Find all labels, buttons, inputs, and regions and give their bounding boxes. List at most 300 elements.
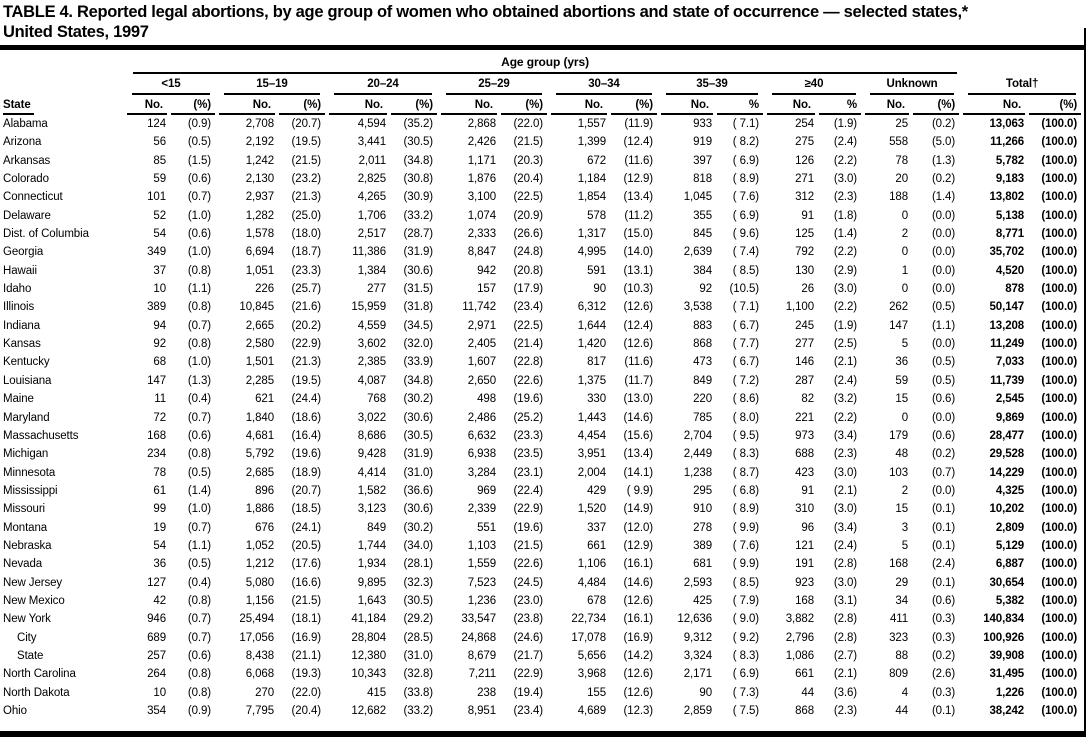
count-cell: 36 — [895, 356, 908, 369]
percent-cell: ( 8.3) — [732, 649, 759, 662]
count-cell: 849 — [693, 374, 712, 387]
count-cell: 2,868 — [467, 118, 496, 130]
count-cell: 676 — [255, 521, 274, 534]
count-cell: 1,052 — [245, 539, 274, 552]
count-cell: 11,739 — [990, 374, 1025, 387]
count-cell: 384 — [693, 264, 712, 277]
count-cell: 3,882 — [785, 613, 814, 626]
count-cell: 8,686 — [357, 429, 386, 442]
count-cell: 2,593 — [683, 576, 712, 589]
count-cell: 661 — [587, 539, 606, 552]
percent-cell: (2.3) — [833, 191, 857, 204]
percent-cell: (31.0) — [403, 466, 433, 479]
percent-cell: (1.3) — [931, 154, 956, 167]
percent-cell: (100.0) — [1041, 356, 1078, 369]
count-cell: 817 — [587, 356, 606, 369]
table-row — [3, 610, 1083, 628]
percent-cell: (12.6) — [623, 668, 653, 681]
count-cell: 2,859 — [683, 705, 712, 717]
count-cell: 411 — [889, 613, 908, 626]
count-cell: 254 — [795, 118, 814, 130]
percent-cell: (16.1) — [623, 558, 653, 571]
state-name: New York — [3, 613, 51, 626]
percent-cell: (1.1) — [931, 319, 956, 332]
state-name: Hawaii — [3, 264, 37, 277]
count-cell: 4,559 — [357, 319, 386, 332]
count-cell: 4,594 — [357, 118, 386, 130]
percent-cell: (12.6) — [623, 338, 653, 351]
count-cell: 295 — [693, 484, 712, 497]
count-cell: 91 — [801, 209, 814, 222]
count-cell: 3,022 — [357, 411, 386, 424]
count-cell: 68 — [153, 356, 166, 369]
percent-cell: (13.0) — [623, 393, 653, 406]
col-header-pct: % — [715, 95, 765, 115]
percent-cell: (13.4) — [623, 191, 653, 204]
percent-cell: (14.6) — [623, 411, 653, 424]
count-cell: 270 — [255, 686, 274, 699]
count-cell: 1,086 — [785, 649, 814, 662]
count-cell: 4,995 — [577, 246, 606, 259]
count-cell: 2,809 — [995, 521, 1025, 534]
percent-cell: (1.4) — [931, 191, 956, 204]
count-cell: 1,317 — [577, 228, 606, 241]
table-row — [3, 537, 1083, 555]
percent-cell: (2.4) — [931, 558, 956, 571]
table-row — [3, 647, 1083, 665]
count-cell: 29,528 — [989, 448, 1025, 461]
percent-cell: (23.4) — [513, 705, 543, 717]
count-cell: 498 — [477, 393, 496, 406]
percent-cell: ( 8.5) — [732, 264, 759, 277]
state-name: Connecticut — [3, 191, 63, 204]
count-cell: 323 — [889, 631, 908, 644]
count-cell: 688 — [795, 448, 814, 461]
count-cell: 910 — [693, 503, 712, 516]
percent-cell: (2.4) — [833, 374, 857, 387]
percent-cell: (0.2) — [931, 173, 956, 186]
count-cell: 13,208 — [989, 319, 1025, 332]
state-name: Ohio — [3, 705, 27, 717]
percent-cell: (100.0) — [1041, 594, 1078, 607]
table-row — [3, 445, 1083, 463]
table-row — [3, 519, 1083, 537]
state-name: New Jersey — [3, 576, 63, 589]
percent-cell: (2.2) — [833, 301, 857, 314]
count-cell: 17,056 — [239, 631, 274, 644]
col-header-no: No. — [439, 95, 499, 115]
count-cell: 126 — [795, 154, 814, 167]
count-cell: 7,523 — [467, 576, 496, 589]
count-cell: 8,679 — [467, 649, 496, 662]
percent-cell: (31.0) — [403, 649, 433, 662]
state-name: Montana — [3, 521, 48, 534]
count-cell: 2,333 — [467, 228, 496, 241]
count-cell: 10 — [153, 686, 166, 699]
count-cell: 1,282 — [245, 209, 274, 222]
percent-cell: (0.7) — [187, 631, 211, 644]
count-cell: 845 — [693, 228, 712, 241]
percent-cell: (33.2) — [403, 705, 433, 717]
percent-cell: (0.6) — [187, 429, 211, 442]
count-cell: 2,937 — [245, 191, 274, 204]
count-cell: 933 — [693, 118, 712, 130]
percent-cell: ( 7.1) — [732, 118, 759, 130]
percent-cell: (23.4) — [513, 301, 543, 314]
percent-cell: (22.5) — [513, 191, 543, 204]
table-row — [3, 262, 1083, 280]
percent-cell: (100.0) — [1041, 521, 1078, 534]
state-name: Minnesota — [3, 466, 56, 479]
count-cell: 37 — [153, 264, 166, 277]
count-cell: 262 — [889, 301, 908, 314]
count-cell: 2,130 — [245, 173, 274, 186]
count-cell: 94 — [153, 319, 166, 332]
count-cell: 1,051 — [245, 264, 274, 277]
percent-cell: (100.0) — [1041, 686, 1078, 699]
percent-cell: (100.0) — [1041, 539, 1078, 552]
spacer-cell — [3, 74, 125, 95]
col-header-pct: (%) — [609, 95, 659, 115]
count-cell: 2,517 — [357, 228, 386, 241]
percent-cell: (1.9) — [833, 118, 857, 130]
spacer-cell — [3, 53, 125, 74]
percent-cell: (21.5) — [291, 154, 321, 167]
percent-cell: (12.6) — [623, 686, 653, 699]
percent-cell: (24.4) — [291, 393, 321, 406]
table-row — [3, 298, 1083, 316]
state-name: Mississippi — [3, 484, 58, 497]
percent-cell: (19.6) — [513, 521, 543, 534]
percent-cell: ( 6.7) — [732, 356, 759, 369]
percent-cell: (10.5) — [729, 283, 759, 296]
percent-cell: (25.7) — [291, 283, 321, 296]
col-header-pct: (%) — [1027, 95, 1083, 115]
percent-cell: (0.0) — [931, 246, 956, 259]
count-cell: 1,934 — [357, 558, 386, 571]
count-cell: 2,685 — [245, 466, 274, 479]
count-cell: 1,643 — [357, 594, 386, 607]
percent-cell: (18.9) — [291, 466, 321, 479]
percent-cell: (0.1) — [931, 503, 956, 516]
count-cell: 1,607 — [467, 356, 496, 369]
percent-cell: (100.0) — [1041, 631, 1078, 644]
count-cell: 168 — [889, 558, 908, 571]
count-cell: 2,192 — [245, 136, 274, 149]
percent-cell: (0.5) — [931, 301, 956, 314]
count-cell: 157 — [477, 283, 496, 296]
state-name: Arkansas — [3, 154, 51, 167]
count-cell: 13,802 — [989, 191, 1025, 204]
percent-cell: (20.2) — [291, 319, 321, 332]
count-cell: 103 — [889, 466, 908, 479]
percent-cell: (30.8) — [403, 173, 433, 186]
count-cell: 26 — [801, 283, 814, 296]
group-header-total: Total† — [961, 74, 1083, 95]
count-cell: 349 — [147, 246, 166, 259]
count-cell: 4,325 — [995, 484, 1025, 497]
percent-cell: (19.3) — [291, 668, 321, 681]
count-cell: 1,501 — [245, 356, 274, 369]
percent-cell: (33.9) — [403, 356, 433, 369]
count-cell: 90 — [699, 686, 712, 699]
count-cell: 2,171 — [683, 668, 712, 681]
percent-cell: (13.4) — [623, 448, 653, 461]
count-cell: 1,156 — [245, 594, 274, 607]
percent-cell: (100.0) — [1041, 558, 1078, 571]
count-cell: 221 — [795, 411, 814, 424]
percent-cell: (2.1) — [833, 484, 857, 497]
count-cell: 883 — [693, 319, 712, 332]
count-cell: 54 — [153, 539, 166, 552]
count-cell: 0 — [901, 283, 908, 296]
count-cell: 1,876 — [467, 173, 496, 186]
percent-cell: (19.6) — [513, 393, 543, 406]
count-cell: 389 — [693, 539, 712, 552]
table-row — [3, 207, 1083, 225]
count-cell: 1,582 — [357, 484, 386, 497]
col-header-no: No. — [659, 95, 715, 115]
percent-cell: (25.2) — [513, 411, 543, 424]
state-column-header: State — [3, 95, 125, 115]
percent-cell: (3.0) — [833, 283, 857, 296]
table-row — [3, 482, 1083, 500]
table-row — [3, 665, 1083, 683]
count-cell: 9,869 — [995, 411, 1025, 424]
count-cell: 20 — [895, 173, 908, 186]
count-cell: 6,938 — [467, 448, 496, 461]
count-cell: 1,103 — [467, 539, 496, 552]
percent-cell: (0.9) — [187, 118, 211, 130]
count-cell: 4,681 — [245, 429, 274, 442]
count-cell: 56 — [153, 136, 166, 149]
count-cell: 1,236 — [467, 594, 496, 607]
percent-cell: (29.2) — [403, 613, 433, 626]
percent-cell: (100.0) — [1041, 503, 1078, 516]
percent-cell: (2.2) — [833, 246, 857, 259]
count-cell: 969 — [477, 484, 496, 497]
count-cell: 168 — [147, 429, 166, 442]
percent-cell: (20.4) — [513, 173, 543, 186]
percent-cell: (0.6) — [931, 393, 956, 406]
count-cell: 942 — [477, 264, 496, 277]
count-cell: 1,399 — [577, 136, 606, 149]
table-header — [3, 53, 1083, 115]
count-cell: 33,547 — [461, 613, 496, 626]
percent-cell: (12.9) — [623, 173, 653, 186]
percent-cell: (100.0) — [1041, 246, 1078, 259]
count-cell: 5,080 — [245, 576, 274, 589]
count-cell: 220 — [693, 393, 712, 406]
count-cell: 1,443 — [577, 411, 606, 424]
percent-cell: (32.0) — [403, 338, 433, 351]
percent-cell: (23.5) — [513, 448, 543, 461]
percent-cell: (14.1) — [623, 466, 653, 479]
spacer-cell — [961, 53, 1083, 74]
count-cell: 24,868 — [461, 631, 496, 644]
count-cell: 8,847 — [467, 246, 496, 259]
percent-cell: (22.9) — [291, 338, 321, 351]
count-cell: 809 — [889, 668, 908, 681]
percent-cell: ( 8.9) — [732, 173, 759, 186]
percent-cell: (2.1) — [833, 356, 857, 369]
count-cell: 389 — [147, 301, 166, 314]
count-cell: 1,840 — [245, 411, 274, 424]
count-cell: 973 — [795, 429, 814, 442]
count-cell: 4,689 — [577, 705, 606, 717]
percent-cell: (24.1) — [291, 521, 321, 534]
count-cell: 15 — [895, 503, 908, 516]
percent-cell: (0.5) — [187, 558, 211, 571]
percent-cell: (23.3) — [291, 264, 321, 277]
percent-cell: (11.9) — [624, 118, 653, 130]
percent-cell: (21.5) — [513, 539, 543, 552]
group-header: Unknown — [863, 74, 961, 95]
count-cell: 689 — [147, 631, 166, 644]
count-cell: 354 — [147, 705, 166, 717]
count-cell: 551 — [477, 521, 496, 534]
count-cell: 10 — [153, 283, 166, 296]
percent-cell: (20.7) — [291, 118, 321, 130]
count-cell: 2,486 — [467, 411, 496, 424]
count-cell: 5,129 — [995, 539, 1025, 552]
percent-cell: (28.7) — [403, 228, 433, 241]
percent-cell: (22.6) — [513, 558, 543, 571]
percent-cell: (34.0) — [403, 539, 433, 552]
count-cell: 82 — [801, 393, 814, 406]
percent-cell: (100.0) — [1041, 649, 1078, 662]
percent-cell: (2.5) — [833, 338, 857, 351]
percent-cell: ( 7.6) — [732, 539, 759, 552]
count-cell: 2,545 — [995, 393, 1025, 406]
percent-cell: (21.4) — [513, 338, 543, 351]
count-cell: 5,792 — [245, 448, 274, 461]
count-cell: 8,771 — [995, 228, 1025, 241]
count-cell: 11,266 — [990, 136, 1025, 149]
percent-cell: (23.0) — [513, 594, 543, 607]
count-cell: 1,886 — [245, 503, 274, 516]
percent-cell: (30.2) — [403, 393, 433, 406]
state-name: Massachusetts — [3, 429, 79, 442]
percent-cell: (12.6) — [623, 594, 653, 607]
count-cell: 28,477 — [989, 429, 1025, 442]
count-cell: 1,744 — [357, 539, 386, 552]
count-cell: 6,887 — [995, 558, 1025, 571]
group-header: 15–19 — [217, 74, 327, 95]
percent-cell: (0.0) — [931, 283, 956, 296]
percent-cell: (22.4) — [513, 484, 543, 497]
count-cell: 44 — [895, 705, 908, 717]
percent-cell: ( 8.2) — [732, 136, 759, 149]
percent-cell: (0.0) — [931, 264, 956, 277]
count-cell: 2,004 — [577, 466, 606, 479]
state-name: North Carolina — [3, 668, 76, 681]
count-cell: 17,078 — [571, 631, 606, 644]
col-header-no: No. — [327, 95, 389, 115]
table-row — [3, 409, 1083, 427]
percent-cell: (21.5) — [513, 136, 543, 149]
table-row — [3, 427, 1083, 445]
percent-cell: (0.0) — [931, 228, 956, 241]
state-name: Missouri — [3, 503, 46, 516]
count-cell: 4,414 — [357, 466, 386, 479]
percent-cell: (3.0) — [833, 503, 857, 516]
percent-cell: (12.3) — [623, 705, 653, 717]
percent-cell: (18.1) — [291, 613, 321, 626]
count-cell: 1,171 — [467, 154, 496, 167]
count-cell: 90 — [593, 283, 606, 296]
count-cell: 1,212 — [245, 558, 274, 571]
count-cell: 85 — [153, 154, 166, 167]
percent-cell: (100.0) — [1041, 448, 1078, 461]
percent-cell: (32.3) — [403, 576, 433, 589]
percent-cell: (100.0) — [1041, 283, 1078, 296]
percent-cell: (0.1) — [931, 539, 956, 552]
count-cell: 558 — [889, 136, 908, 149]
percent-cell: (0.7) — [931, 466, 956, 479]
percent-cell: (16.9) — [623, 631, 653, 644]
percent-cell: (3.2) — [833, 393, 857, 406]
percent-cell: (18.0) — [291, 228, 321, 241]
percent-cell: (1.4) — [187, 484, 211, 497]
percent-cell: (24.6) — [513, 631, 543, 644]
percent-cell: (0.8) — [187, 264, 211, 277]
state-name: Kentucky — [3, 356, 50, 369]
count-cell: 1,375 — [577, 374, 606, 387]
count-cell: 473 — [693, 356, 712, 369]
percent-cell: ( 7.4) — [732, 246, 759, 259]
count-cell: 310 — [795, 503, 814, 516]
percent-cell: (3.6) — [833, 686, 857, 699]
count-cell: 2,339 — [467, 503, 496, 516]
percent-cell: (0.0) — [931, 209, 956, 222]
percent-cell: (100.0) — [1041, 118, 1078, 130]
percent-cell: (100.0) — [1041, 264, 1078, 277]
count-cell: 1,106 — [577, 558, 606, 571]
percent-cell: (21.3) — [291, 191, 321, 204]
table-row — [3, 335, 1083, 353]
percent-cell: (0.8) — [187, 448, 211, 461]
count-cell: 868 — [795, 705, 814, 717]
count-cell: 2,580 — [245, 338, 274, 351]
percent-cell: (30.6) — [403, 411, 433, 424]
state-name: Michigan — [3, 448, 49, 461]
count-cell: 39,908 — [989, 649, 1025, 662]
table-row — [3, 555, 1083, 573]
percent-cell: (0.8) — [187, 338, 211, 351]
percent-cell: (31.9) — [403, 448, 433, 461]
percent-cell: (12.9) — [623, 539, 653, 552]
count-cell: 10,845 — [239, 301, 274, 314]
percent-cell: (30.5) — [403, 136, 433, 149]
percent-cell: (1.0) — [187, 356, 211, 369]
state-name: Georgia — [3, 246, 44, 259]
count-cell: 1,644 — [577, 319, 606, 332]
percent-cell: (0.8) — [187, 301, 211, 314]
state-name: Maine — [3, 393, 34, 406]
col-header-no: No. — [217, 95, 277, 115]
table-title-line1: TABLE 4. Reported legal abortions, by age group of women who obtained abortions and state of occurrence — selected states,* — [3, 3, 968, 21]
count-cell: 125 — [795, 228, 814, 241]
table-row — [3, 500, 1083, 518]
count-cell: 2,385 — [357, 356, 386, 369]
count-cell: 868 — [693, 338, 712, 351]
count-cell: 1,706 — [357, 209, 386, 222]
percent-cell: (0.2) — [931, 118, 956, 130]
percent-cell: (0.4) — [187, 576, 211, 589]
count-cell: 678 — [587, 594, 606, 607]
percent-cell: ( 8.9) — [732, 503, 759, 516]
